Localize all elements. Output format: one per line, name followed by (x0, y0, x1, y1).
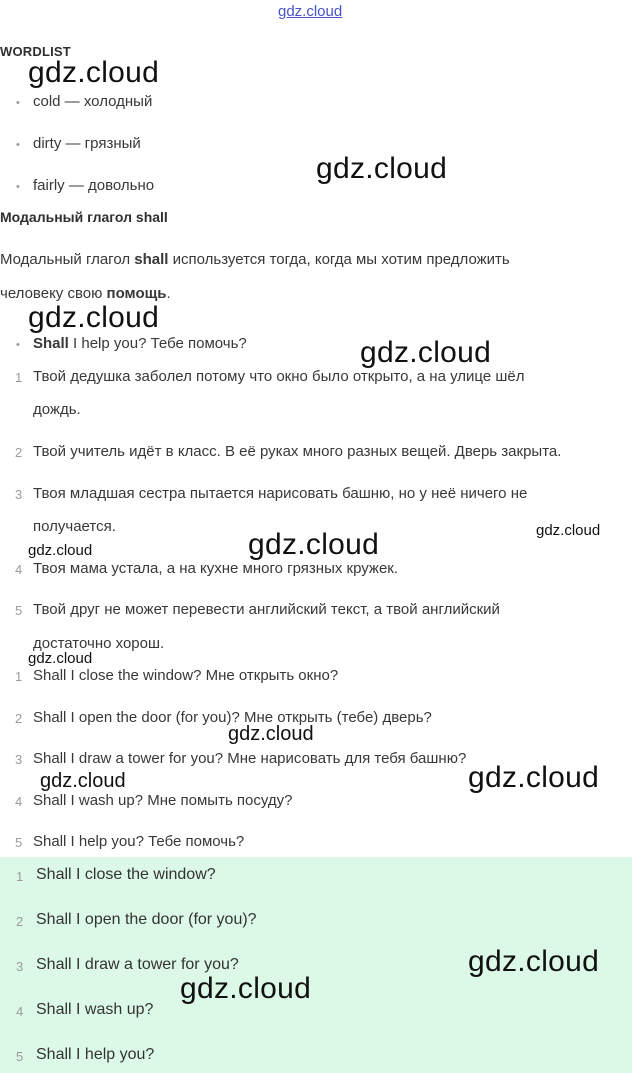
watermark: gdz.cloud (468, 761, 600, 794)
watermark: gdz.cloud (536, 522, 601, 539)
item-number: 5 (15, 603, 23, 618)
translation-line: Shall I open the door (for you)? Мне открыть (тебе) дверь? (33, 709, 432, 726)
rule-paragraph-line-2 (0, 285, 171, 302)
para-text: используется тогда, когда мы хотим предложить (168, 251, 510, 268)
situation-line: Твой друг не может перевести английский текст, а твой английский (33, 601, 500, 618)
answer-line: Shall I draw a tower for you? (36, 956, 239, 973)
top-watermark-link[interactable]: gdz.cloud (278, 3, 343, 20)
situation-line: Твоя мама устала, а на кухне много грязных кружек. (33, 560, 399, 577)
situation-line: получается. (33, 518, 116, 535)
watermark: gdz.cloud (40, 770, 126, 792)
watermark: gdz.cloud (28, 542, 93, 559)
item-number: 4 (15, 794, 23, 809)
watermark: gdz.cloud (228, 723, 314, 745)
para-text: Модальный глагол (0, 251, 135, 268)
translation-line: Shall I wash up? Мне помыть посуду? (33, 792, 293, 809)
wordlist-item: fairly — довольно (33, 177, 155, 194)
answer-line: Shall I open the door (for you)? (36, 911, 257, 928)
situation-line: Твой учитель идёт в класс. В её руках много разных вещей. Дверь закрыта. (33, 443, 562, 460)
watermark: gdz.cloud (28, 56, 160, 89)
wordlist-title: WORDLIST (0, 44, 71, 59)
bullet-icon: • (16, 97, 20, 109)
para-bold: помощь (106, 285, 167, 302)
wordlist-item: cold — холодный (33, 93, 153, 110)
watermark: gdz.cloud (28, 650, 93, 667)
bullet-icon: • (16, 339, 20, 351)
example-sentence (33, 335, 247, 352)
bullet-icon: • (16, 139, 20, 151)
situation-line: достаточно хорош. (33, 635, 165, 652)
wordlist-item: dirty — грязный (33, 135, 141, 152)
situation-line: дождь. (33, 401, 81, 418)
item-number: 2 (15, 711, 23, 726)
translation-line: Shall I close the window? Мне открыть окно? (33, 667, 339, 684)
watermark: gdz.cloud (316, 152, 448, 185)
answer-line: Shall I close the window? (36, 866, 216, 883)
item-number: 4 (15, 562, 23, 577)
answer-number: 3 (16, 959, 24, 974)
watermark: gdz.cloud (360, 336, 492, 369)
item-number: 5 (15, 835, 23, 850)
item-number: 3 (15, 752, 23, 767)
watermark: gdz.cloud (180, 972, 312, 1005)
situation-line: Твой дедушка заболел потому что окно было открыто, а на улице шёл (33, 368, 525, 385)
example-bold: Shall (33, 335, 69, 352)
answer-number: 4 (16, 1004, 24, 1019)
answer-line: Shall I wash up? (36, 1001, 154, 1018)
para-bold: shall (134, 251, 169, 268)
answer-line: Shall I help you? (36, 1046, 155, 1063)
example-rest: I help you? Тебе помочь? (68, 335, 247, 352)
watermark: gdz.cloud (468, 945, 600, 978)
bullet-icon: • (16, 181, 20, 193)
rule-paragraph-line-1 (0, 251, 510, 268)
watermark: gdz.cloud (28, 301, 160, 334)
answer-number: 5 (16, 1049, 24, 1064)
item-number: 3 (15, 487, 23, 502)
para-text: человеку свою (0, 285, 107, 302)
section-title: Модальный глагол shall (0, 209, 168, 225)
watermark: gdz.cloud (248, 528, 380, 561)
item-number: 1 (15, 370, 23, 385)
translation-line: Shall I draw a tower for you? Мне нарисовать для тебя башню? (33, 750, 467, 767)
translation-line: Shall I help you? Тебе помочь? (33, 833, 245, 850)
item-number: 1 (15, 669, 23, 684)
item-number: 2 (15, 445, 23, 460)
answer-number: 1 (16, 869, 24, 884)
para-text: . (166, 285, 171, 302)
situation-line: Твоя младшая сестра пытается нарисовать башню, но у неё ничего не (33, 485, 528, 502)
answer-number: 2 (16, 914, 24, 929)
